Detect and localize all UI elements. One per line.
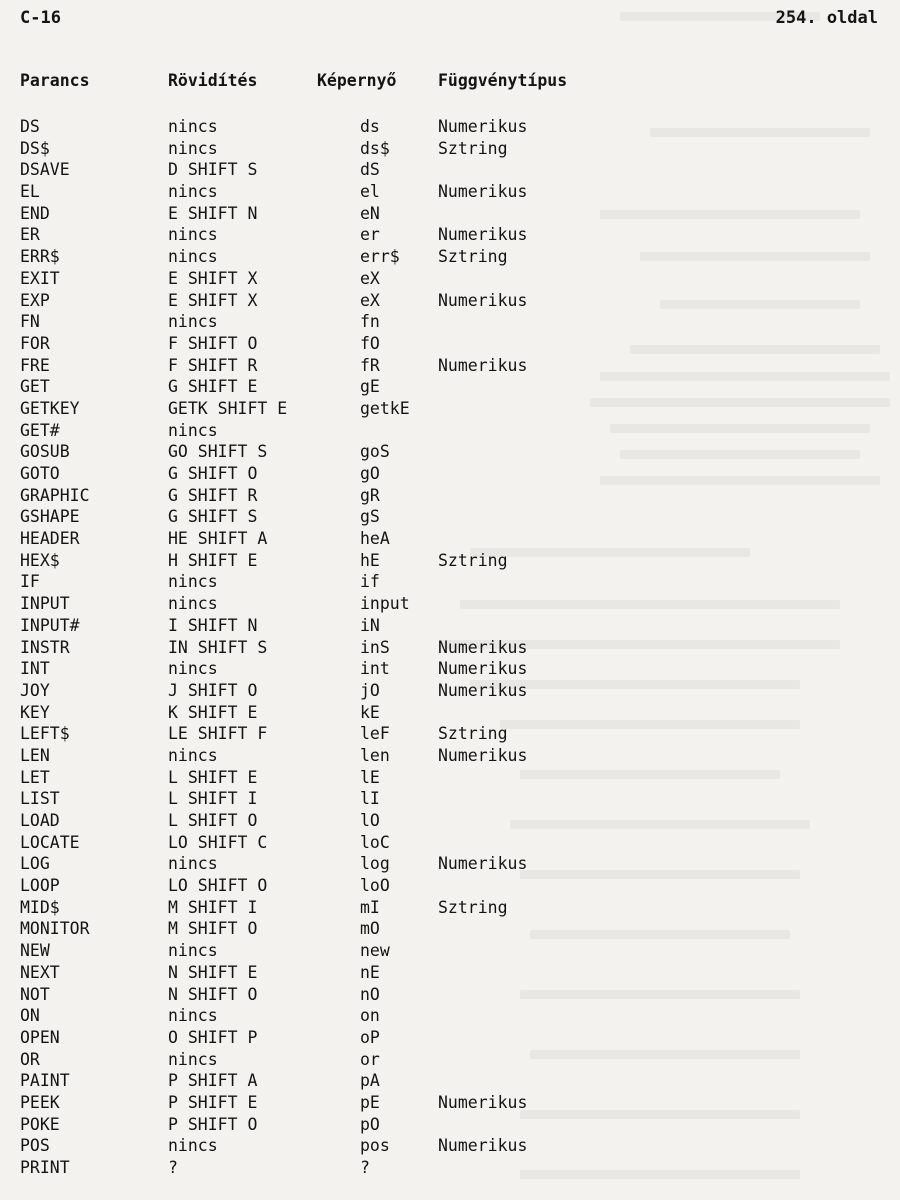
command-cell: LEFT$	[20, 724, 70, 744]
screen-cell: er	[360, 225, 380, 245]
screen-cell: pE	[360, 1092, 380, 1112]
screen-cell: lE	[360, 767, 380, 787]
command-cell: MID$	[20, 897, 60, 917]
page-header	[20, 8, 878, 32]
command-cell: OPEN	[20, 1027, 60, 1047]
abbreviation-cell: nincs	[168, 138, 218, 158]
abbreviation-cell: L SHIFT O	[168, 811, 258, 830]
command-cell: OR	[20, 1049, 40, 1069]
abbreviation-cell: G SHIFT O	[168, 464, 258, 483]
table-row	[20, 875, 880, 897]
screen-cell: gO	[360, 464, 380, 483]
function-type-cell: Numerikus	[438, 637, 528, 657]
abbreviation-cell: N SHIFT E	[168, 962, 258, 982]
command-cell: GRAPHIC	[20, 485, 90, 505]
screen-cell: gE	[360, 377, 380, 397]
screen-cell: err$	[360, 247, 400, 267]
abbreviation-cell: nincs	[168, 745, 218, 765]
table-row	[20, 333, 880, 355]
function-type-cell: Numerikus	[438, 1136, 528, 1156]
abbreviation-cell: E SHIFT X	[168, 268, 258, 288]
table-header-row	[20, 70, 880, 92]
function-type-cell: Numerikus	[438, 182, 528, 202]
command-cell: INSTR	[20, 637, 70, 657]
table-row	[20, 420, 880, 442]
command-cell: FOR	[20, 333, 50, 353]
screen-cell: gR	[360, 485, 380, 505]
table-row	[20, 1092, 880, 1114]
screen-cell: int	[360, 659, 390, 679]
table-row	[20, 1027, 880, 1049]
command-cell: EXP	[20, 290, 50, 310]
function-type-cell: Numerikus	[438, 355, 528, 375]
command-cell: LIST	[20, 789, 60, 809]
table-row	[20, 311, 880, 333]
table-row	[20, 897, 880, 919]
table-row	[20, 138, 880, 160]
table-row	[20, 224, 880, 246]
abbreviation-cell: E SHIFT N	[168, 203, 258, 223]
function-type-cell: Numerikus	[438, 1092, 528, 1112]
abbreviation-cell: F SHIFT O	[168, 333, 258, 353]
abbreviation-cell: L SHIFT E	[168, 767, 258, 787]
command-cell: NOT	[20, 984, 50, 1004]
screen-cell: heA	[360, 529, 390, 549]
abbreviation-cell: F SHIFT R	[168, 355, 258, 375]
command-cell: EXIT	[20, 268, 60, 288]
screen-cell: lO	[360, 811, 380, 830]
table-row	[20, 1114, 880, 1136]
screen-cell: eX	[360, 268, 380, 288]
command-cell: END	[20, 203, 50, 223]
table-row	[20, 1157, 880, 1179]
table-row	[20, 615, 880, 637]
table-row	[20, 702, 880, 724]
abbreviation-cell: nincs	[168, 572, 218, 592]
abbreviation-cell: L SHIFT I	[168, 789, 258, 809]
screen-cell: loC	[360, 832, 390, 852]
screen-cell: iN	[360, 615, 380, 635]
table-row	[20, 441, 880, 463]
function-type-cell: Sztring	[438, 138, 508, 158]
screen-cell: ds$	[360, 138, 390, 158]
screen-cell: hE	[360, 550, 380, 570]
function-type-cell: Numerikus	[438, 854, 528, 874]
function-type-cell: Numerikus	[438, 659, 528, 679]
command-cell: ON	[20, 1006, 40, 1026]
command-cell: DSAVE	[20, 160, 70, 180]
screen-cell: fR	[360, 355, 380, 375]
function-type-cell: Numerikus	[438, 745, 528, 765]
table-row	[20, 1135, 880, 1157]
command-cell: KEY	[20, 702, 50, 722]
function-type-cell: Sztring	[438, 550, 508, 570]
abbreviation-cell: J SHIFT O	[168, 680, 258, 700]
abbreviation-cell: nincs	[168, 225, 218, 245]
screen-cell: fO	[360, 333, 380, 353]
screen-cell: ds	[360, 117, 380, 136]
column-header-command: Parancs	[20, 71, 90, 90]
table-row	[20, 159, 880, 181]
abbreviation-cell: P SHIFT A	[168, 1071, 258, 1091]
screen-cell: eN	[360, 203, 380, 223]
command-cell: INT	[20, 659, 50, 679]
screen-cell: getkE	[360, 398, 410, 418]
command-cell: GETKEY	[20, 398, 80, 418]
table-row	[20, 355, 880, 377]
table-row	[20, 940, 880, 962]
abbreviation-cell: nincs	[168, 854, 218, 874]
table-row	[20, 745, 880, 767]
command-cell: DS	[20, 117, 40, 136]
screen-cell: log	[360, 854, 390, 874]
command-cell: LET	[20, 767, 50, 787]
table-row	[20, 984, 880, 1006]
abbreviation-cell: N SHIFT O	[168, 984, 258, 1004]
page-number: 254. oldal	[775, 8, 878, 28]
command-cell: EL	[20, 182, 40, 202]
screen-cell: new	[360, 941, 390, 961]
screen-cell: or	[360, 1049, 380, 1069]
screen-cell: nO	[360, 984, 380, 1004]
command-cell: POKE	[20, 1114, 60, 1134]
abbreviation-cell: O SHIFT P	[168, 1027, 258, 1047]
screen-cell: input	[360, 594, 410, 614]
command-cell: INPUT	[20, 594, 70, 614]
abbreviation-cell: nincs	[168, 1049, 218, 1069]
screen-cell: inS	[360, 637, 390, 657]
command-cell: LOCATE	[20, 832, 80, 852]
command-cell: GSHAPE	[20, 507, 80, 527]
command-cell: LOOP	[20, 876, 60, 896]
function-type-cell: Sztring	[438, 897, 508, 917]
screen-cell: nE	[360, 962, 380, 982]
table-row	[20, 593, 880, 615]
table-row	[20, 1049, 880, 1071]
screen-cell: if	[360, 572, 380, 592]
command-cell: GOTO	[20, 464, 60, 483]
abbreviation-cell: LE SHIFT F	[168, 724, 268, 744]
command-cell: ERR$	[20, 247, 60, 267]
abbreviation-cell: nincs	[168, 594, 218, 614]
command-cell: NEW	[20, 941, 50, 961]
table-row	[20, 463, 880, 485]
function-type-cell: Sztring	[438, 247, 508, 267]
command-cell: JOY	[20, 680, 50, 700]
screen-cell: lI	[360, 789, 380, 809]
screen-cell: gS	[360, 507, 380, 527]
command-cell: MONITOR	[20, 919, 90, 939]
command-cell: LOG	[20, 854, 50, 874]
command-cell: NEXT	[20, 962, 60, 982]
table-row	[20, 116, 880, 138]
function-type-cell: Numerikus	[438, 117, 528, 136]
table-row	[20, 398, 880, 420]
abbreviation-cell: D SHIFT S	[168, 160, 258, 180]
screen-cell: pA	[360, 1071, 380, 1091]
table-row	[20, 528, 880, 550]
abbreviation-cell: G SHIFT E	[168, 377, 258, 397]
command-cell: HEX$	[20, 550, 60, 570]
function-type-cell: Numerikus	[438, 680, 528, 700]
table-row	[20, 246, 880, 268]
command-cell: IF	[20, 572, 40, 592]
abbreviation-cell: LO SHIFT C	[168, 832, 268, 852]
abbreviation-cell: nincs	[168, 247, 218, 267]
table-row	[20, 723, 880, 745]
table-row	[20, 788, 880, 810]
table-row	[20, 550, 880, 572]
screen-cell: mO	[360, 919, 380, 939]
abbreviation-cell: nincs	[168, 1006, 218, 1026]
command-cell: LEN	[20, 745, 50, 765]
abbreviation-cell: GO SHIFT S	[168, 442, 268, 462]
command-cell: LOAD	[20, 811, 60, 830]
abbreviation-cell: IN SHIFT S	[168, 637, 268, 657]
table-row	[20, 658, 880, 680]
command-table	[20, 70, 880, 1179]
command-cell: HEADER	[20, 529, 80, 549]
command-cell: DS$	[20, 138, 50, 158]
screen-cell: jO	[360, 680, 380, 700]
table-row	[20, 268, 880, 290]
abbreviation-cell: P SHIFT O	[168, 1114, 258, 1134]
abbreviation-cell: nincs	[168, 312, 218, 332]
function-type-cell: Numerikus	[438, 225, 528, 245]
screen-cell: pO	[360, 1114, 380, 1134]
function-type-cell: Sztring	[438, 724, 508, 744]
function-type-cell: Numerikus	[438, 290, 528, 310]
screen-cell: pos	[360, 1136, 390, 1156]
screen-cell: fn	[360, 312, 380, 332]
appendix-code: C-16	[20, 8, 61, 28]
column-header-screen: Képernyő	[317, 71, 397, 90]
screen-cell: loO	[360, 876, 390, 896]
table-body	[20, 116, 880, 1179]
command-cell: FRE	[20, 355, 50, 375]
table-row	[20, 810, 880, 832]
screen-cell: ?	[360, 1158, 370, 1177]
command-cell: FN	[20, 312, 40, 332]
command-cell: PRINT	[20, 1158, 70, 1177]
table-row	[20, 680, 880, 702]
abbreviation-cell: nincs	[168, 117, 218, 136]
screen-cell: dS	[360, 160, 380, 180]
command-cell: PEEK	[20, 1092, 60, 1112]
abbreviation-cell: E SHIFT X	[168, 290, 258, 310]
abbreviation-cell: GETK SHIFT E	[168, 398, 288, 418]
table-row	[20, 506, 880, 528]
table-row	[20, 203, 880, 225]
table-row	[20, 832, 880, 854]
table-row	[20, 181, 880, 203]
table-row	[20, 1005, 880, 1027]
abbreviation-cell: nincs	[168, 1136, 218, 1156]
abbreviation-cell: nincs	[168, 659, 218, 679]
screen-cell: on	[360, 1006, 380, 1026]
abbreviation-cell: H SHIFT E	[168, 550, 258, 570]
table-row	[20, 637, 880, 659]
table-row	[20, 962, 880, 984]
command-cell: GET#	[20, 420, 60, 440]
command-cell: PAINT	[20, 1071, 70, 1091]
abbreviation-cell: nincs	[168, 182, 218, 202]
screen-cell: eX	[360, 290, 380, 310]
column-header-abbreviation: Rövidítés	[168, 71, 258, 90]
screen-cell: el	[360, 182, 380, 202]
table-row	[20, 376, 880, 398]
table-row	[20, 853, 880, 875]
abbreviation-cell: ?	[168, 1158, 178, 1177]
abbreviation-cell: M SHIFT I	[168, 897, 258, 917]
abbreviation-cell: LO SHIFT O	[168, 876, 268, 896]
column-header-function-type: Függvénytípus	[438, 71, 568, 90]
screen-cell: oP	[360, 1027, 380, 1047]
screen-cell: len	[360, 745, 390, 765]
table-row	[20, 485, 880, 507]
screen-cell: mI	[360, 897, 380, 917]
command-cell: GOSUB	[20, 442, 70, 462]
command-cell: ER	[20, 225, 40, 245]
abbreviation-cell: I SHIFT N	[168, 615, 258, 635]
command-cell: GET	[20, 377, 50, 397]
abbreviation-cell: G SHIFT R	[168, 485, 258, 505]
table-row	[20, 290, 880, 312]
screen-cell: goS	[360, 442, 390, 462]
abbreviation-cell: HE SHIFT A	[168, 529, 268, 549]
screen-cell: kE	[360, 702, 380, 722]
abbreviation-cell: K SHIFT E	[168, 702, 258, 722]
command-cell: POS	[20, 1136, 50, 1156]
abbreviation-cell: G SHIFT S	[168, 507, 258, 527]
abbreviation-cell: P SHIFT E	[168, 1092, 258, 1112]
abbreviation-cell: M SHIFT O	[168, 919, 258, 939]
table-row	[20, 918, 880, 940]
table-row	[20, 571, 880, 593]
table-row	[20, 767, 880, 789]
abbreviation-cell: nincs	[168, 420, 218, 440]
abbreviation-cell: nincs	[168, 941, 218, 961]
screen-cell: leF	[360, 724, 390, 744]
table-row	[20, 1070, 880, 1092]
command-cell: INPUT#	[20, 615, 80, 635]
